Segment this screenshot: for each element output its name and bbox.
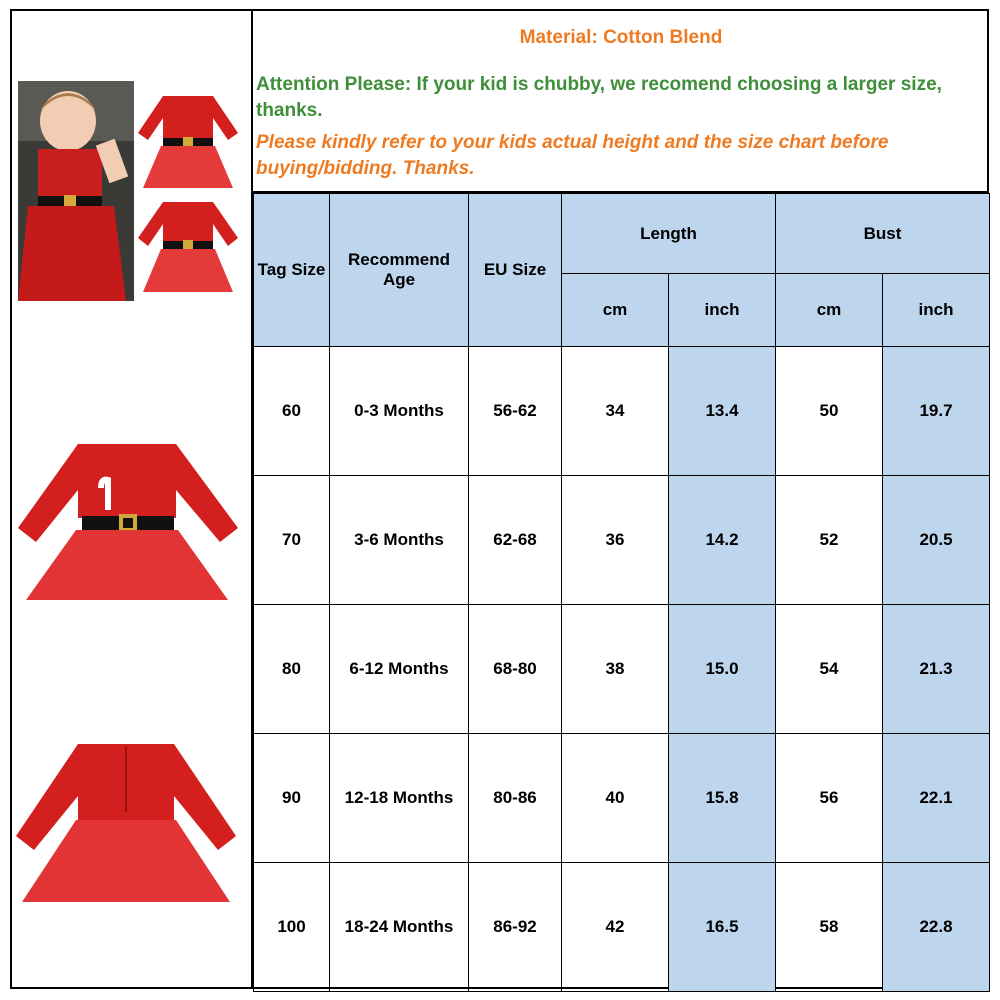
dress-front-thumbnail-2 — [133, 196, 243, 298]
size-chart-table — [253, 193, 990, 992]
header-bust: Bust — [776, 194, 990, 274]
length-cm-cell: 34 — [562, 347, 669, 476]
dress-front-thumbnail-1 — [133, 88, 243, 193]
bust-inch-cell: 19.7 — [883, 347, 990, 476]
eu-size-cell: 62-68 — [469, 476, 562, 605]
header-recommend-age: Recommend Age — [330, 194, 469, 347]
size-reference-note: Please kindly refer to your kids actual height and the size chart before buying/bidding. Thanks. — [256, 132, 889, 179]
tag-size-cell: 60 — [254, 347, 330, 476]
table-row — [254, 476, 990, 605]
table-row — [254, 605, 990, 734]
header-length: Length — [562, 194, 776, 274]
tag-size-cell: 90 — [254, 734, 330, 863]
material-note: Material: Cotton Blend — [519, 27, 723, 48]
age-cell: 12-18 Months — [330, 734, 469, 863]
length-inch-cell: 15.8 — [669, 734, 776, 863]
length-cm-cell: 36 — [562, 476, 669, 605]
bust-inch-cell: 22.8 — [883, 863, 990, 992]
bust-cm-cell: 54 — [776, 605, 883, 734]
header-length-inch: inch — [669, 274, 776, 347]
eu-size-cell: 86-92 — [469, 863, 562, 992]
tag-size-cell: 70 — [254, 476, 330, 605]
tag-size-cell: 100 — [254, 863, 330, 992]
tag-size-cell: 80 — [254, 605, 330, 734]
dress-back-photo — [14, 740, 239, 905]
bust-inch-cell: 20.5 — [883, 476, 990, 605]
age-cell: 0-3 Months — [330, 347, 469, 476]
header-eu-size: EU Size — [469, 194, 562, 347]
header-bust-cm: cm — [776, 274, 883, 347]
length-inch-cell: 15.0 — [669, 605, 776, 734]
age-cell: 18-24 Months — [330, 863, 469, 992]
eu-size-cell: 68-80 — [469, 605, 562, 734]
length-inch-cell: 14.2 — [669, 476, 776, 605]
baby-wearing-dress-photo — [18, 81, 134, 301]
eu-size-cell: 80-86 — [469, 734, 562, 863]
age-cell: 6-12 Months — [330, 605, 469, 734]
bust-cm-cell: 58 — [776, 863, 883, 992]
table-row — [254, 734, 990, 863]
header-length-cm: cm — [562, 274, 669, 347]
bust-cm-cell: 52 — [776, 476, 883, 605]
attention-note: Attention Please: If your kid is chubby, we recomend choosing a larger size, thanks. — [256, 74, 942, 121]
header-bust-inch: inch — [883, 274, 990, 347]
bust-cm-cell: 50 — [776, 347, 883, 476]
length-inch-cell: 13.4 — [669, 347, 776, 476]
length-inch-cell: 16.5 — [669, 863, 776, 992]
dress-front-photo — [16, 440, 241, 605]
table-row — [254, 347, 990, 476]
header-tag-size: Tag Size — [254, 194, 330, 347]
length-cm-cell: 42 — [562, 863, 669, 992]
age-cell: 3-6 Months — [330, 476, 469, 605]
eu-size-cell: 56-62 — [469, 347, 562, 476]
length-cm-cell: 38 — [562, 605, 669, 734]
table-row — [254, 863, 990, 992]
bust-cm-cell: 56 — [776, 734, 883, 863]
bust-inch-cell: 22.1 — [883, 734, 990, 863]
length-cm-cell: 40 — [562, 734, 669, 863]
bust-inch-cell: 21.3 — [883, 605, 990, 734]
header-notes — [253, 9, 989, 193]
